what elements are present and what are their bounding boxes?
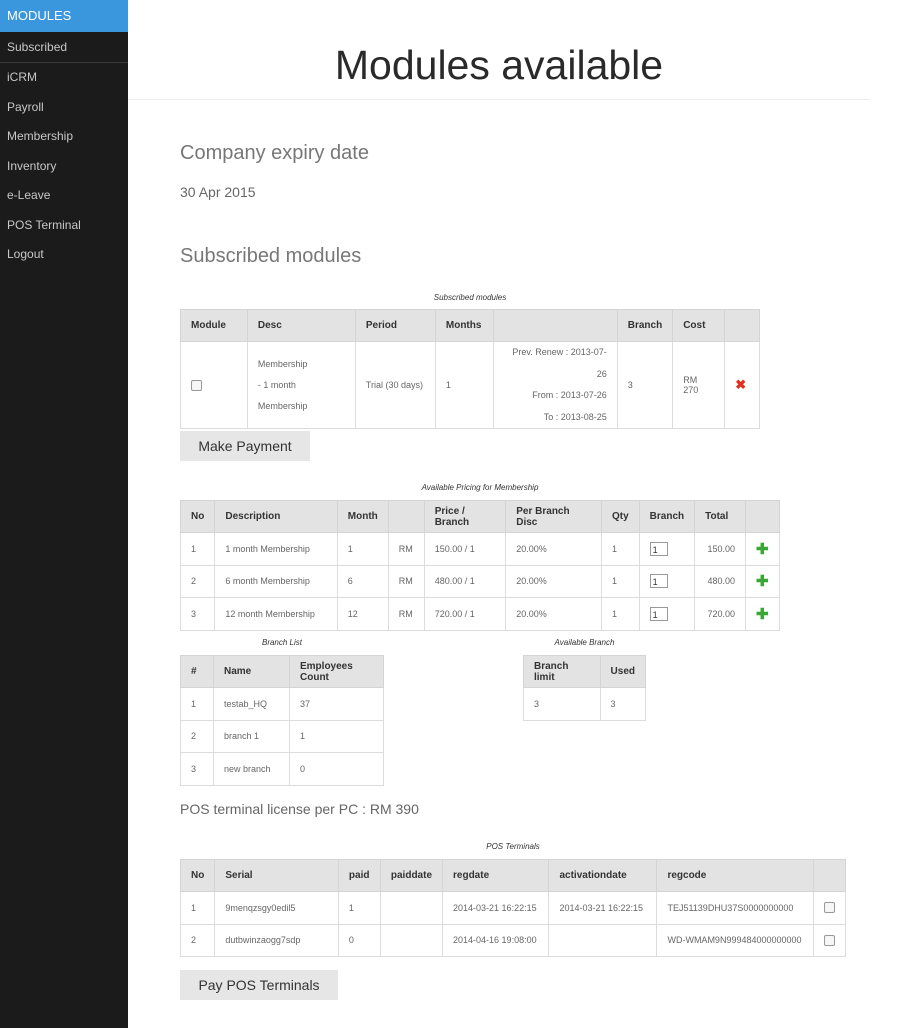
branch-used: 3: [600, 688, 645, 721]
branch-quantity-input[interactable]: 1: [650, 542, 668, 556]
pricing-currency: RM: [388, 598, 424, 631]
col-paid: paid: [338, 860, 380, 892]
col-branch-limit: Branch limit: [524, 656, 601, 688]
pay-pos-terminals-button[interactable]: Pay POS Terminals: [180, 970, 338, 1000]
title-divider: [128, 99, 870, 100]
sidebar-item-icrm[interactable]: iCRM: [7, 70, 37, 84]
plus-icon[interactable]: ✚: [755, 573, 769, 591]
col-branch: Branch: [639, 501, 694, 533]
col-description: Description: [215, 501, 337, 533]
cost-cell: RM 270: [673, 342, 725, 429]
pricing-branch-cell: [639, 533, 694, 566]
branch-list-table: [180, 655, 384, 786]
pricing-month: 1: [337, 533, 388, 566]
pricing-qty: 1: [602, 565, 640, 598]
pos-paid: 0: [338, 924, 380, 957]
col-desc: Desc: [247, 310, 355, 342]
pricing-branch-cell: [639, 565, 694, 598]
main-content: [128, 0, 900, 1028]
pricing-total: 720.00: [695, 598, 746, 631]
col-no: No: [181, 860, 215, 892]
branch-quantity-input[interactable]: 1: [650, 574, 668, 588]
module-checkbox[interactable]: [191, 380, 202, 391]
pricing-description: 1 month Membership: [215, 533, 337, 566]
plus-icon[interactable]: ✚: [755, 605, 769, 623]
period-cell: Trial (30 days): [355, 342, 435, 429]
pricing-add-cell: [745, 598, 779, 631]
branch-no: 2: [181, 720, 214, 753]
available-branch-caption: Available Branch: [554, 638, 615, 647]
sidebar-item-payroll[interactable]: Payroll: [7, 99, 44, 114]
table-row: [181, 892, 846, 925]
sidebar-item-pos-terminal[interactable]: POS Terminal: [7, 217, 81, 232]
expiry-heading: Company expiry date: [180, 142, 369, 164]
branch-count: 0: [290, 753, 384, 786]
pos-terminals-caption: POS Terminals: [486, 842, 540, 851]
col-remove: [725, 310, 760, 342]
col-month: Month: [337, 501, 388, 533]
col-dates: [493, 310, 617, 342]
table-row: [181, 924, 846, 957]
branch-cell: 3: [617, 342, 672, 429]
subscribed-table-caption: Subscribed modules: [433, 293, 507, 302]
make-payment-button[interactable]: Make Payment: [180, 431, 310, 461]
module-cell: [181, 342, 248, 429]
pricing-add-cell: [745, 565, 779, 598]
pos-license-text: POS terminal license per PC : RM 390: [180, 801, 419, 817]
page-title: Modules available: [334, 42, 664, 88]
branch-name: branch 1: [214, 720, 290, 753]
available-branch-table: [523, 655, 646, 721]
pos-serial: 9menqzsgy0edil5: [215, 892, 339, 925]
sidebar-item-eleave[interactable]: e-Leave: [7, 188, 51, 202]
dates-cell: [493, 342, 617, 429]
col-period: Period: [355, 310, 435, 342]
pos-paiddate: [380, 892, 442, 925]
branch-name: testab_HQ: [214, 688, 290, 721]
branch-limit: 3: [524, 688, 601, 721]
table-row: [181, 565, 780, 598]
pos-regcode: WD-WMAM9N999484000000000: [657, 924, 814, 957]
pricing-no: 1: [181, 533, 215, 566]
pricing-month: 6: [337, 565, 388, 598]
sidebar: [0, 0, 128, 1028]
pricing-qty: 1: [602, 598, 640, 631]
branch-no: 1: [181, 688, 214, 721]
col-total: Total: [695, 501, 746, 533]
pos-select-checkbox[interactable]: [824, 935, 835, 946]
pricing-table: [180, 500, 780, 631]
close-icon[interactable]: ✖: [735, 377, 747, 392]
pos-select-checkbox[interactable]: [824, 902, 835, 913]
col-currency: [388, 501, 424, 533]
pricing-description: 12 month Membership: [215, 598, 337, 631]
branch-quantity-input[interactable]: 1: [650, 607, 668, 621]
subscribed-heading: Subscribed modules: [180, 245, 362, 267]
pos-no: 1: [181, 892, 215, 925]
pricing-price: 150.00 / 1: [424, 533, 506, 566]
desc-cell: [247, 342, 355, 429]
desc-line-2: - 1 month Membership: [257, 379, 308, 411]
pricing-branch-cell: [639, 598, 694, 631]
col-used: Used: [600, 656, 645, 688]
pos-paid: 1: [338, 892, 380, 925]
branch-count: 37: [290, 688, 384, 721]
table-row: [181, 342, 760, 429]
col-hash: #: [181, 656, 214, 688]
branch-no: 3: [181, 753, 214, 786]
col-select: [813, 860, 845, 892]
pricing-month: 12: [337, 598, 388, 631]
col-module: Module: [181, 310, 248, 342]
branch-list-caption: Branch List: [261, 638, 303, 647]
pos-activationdate: [549, 924, 657, 957]
remove-cell: [725, 342, 760, 429]
pos-paiddate: [380, 924, 442, 957]
prev-renew: Prev. Renew : 2013-07-26: [512, 347, 607, 379]
branch-name: new branch: [214, 753, 290, 786]
pos-no: 2: [181, 924, 215, 957]
expiry-date: 30 Apr 2015: [180, 184, 256, 200]
table-row: [181, 533, 780, 566]
pricing-table-caption: Available Pricing for Membership: [421, 483, 539, 492]
col-disc: Per Branch Disc: [506, 501, 602, 533]
branch-count: 1: [290, 720, 384, 753]
table-row: [181, 720, 384, 753]
pos-terminals-table: [180, 859, 846, 957]
col-employees-count: Employees Count: [290, 656, 384, 688]
sidebar-brand[interactable]: MODULES: [0, 0, 128, 32]
col-activationdate: activationdate: [549, 860, 657, 892]
col-regdate: regdate: [443, 860, 549, 892]
pricing-total: 480.00: [695, 565, 746, 598]
col-qty: Qty: [602, 501, 640, 533]
from-date: From : 2013-07-26: [532, 390, 607, 400]
pos-regdate: 2014-03-21 16:22:15: [443, 892, 549, 925]
table-row: [181, 688, 384, 721]
subscribed-table: [180, 309, 760, 429]
sidebar-item-membership[interactable]: Membership: [7, 129, 74, 143]
pricing-no: 2: [181, 565, 215, 598]
pricing-disc: 20.00%: [506, 598, 602, 631]
col-paiddate: paiddate: [380, 860, 442, 892]
pricing-description: 6 month Membership: [215, 565, 337, 598]
sidebar-item-logout[interactable]: Logout: [7, 247, 44, 261]
months-cell: 1: [435, 342, 493, 429]
pricing-price: 720.00 / 1: [424, 598, 506, 631]
table-row: [524, 688, 646, 721]
pricing-total: 150.00: [695, 533, 746, 566]
pos-regcode: TEJ51139DHU37S0000000000: [657, 892, 814, 925]
pricing-price: 480.00 / 1: [424, 565, 506, 598]
desc-line-1: Membership: [257, 358, 308, 369]
pricing-currency: RM: [388, 533, 424, 566]
col-no: No: [181, 501, 215, 533]
pricing-disc: 20.00%: [506, 533, 602, 566]
pricing-no: 3: [181, 598, 215, 631]
pricing-currency: RM: [388, 565, 424, 598]
col-months: Months: [435, 310, 493, 342]
pos-select-cell: [813, 924, 845, 957]
pricing-qty: 1: [602, 533, 640, 566]
col-branch: Branch: [617, 310, 672, 342]
table-row: [181, 753, 384, 786]
col-cost: Cost: [673, 310, 725, 342]
col-serial: Serial: [215, 860, 339, 892]
pos-serial: dutbwinzaogg7sdp: [215, 924, 339, 957]
pos-select-cell: [813, 892, 845, 925]
table-row: [181, 598, 780, 631]
col-price: Price / Branch: [424, 501, 506, 533]
col-add: [745, 501, 779, 533]
col-regcode: regcode: [657, 860, 814, 892]
sidebar-item-inventory[interactable]: Inventory: [7, 158, 57, 173]
pos-regdate: 2014-04-16 19:08:00: [443, 924, 549, 957]
to-date: To : 2013-08-25: [543, 411, 607, 422]
pricing-disc: 20.00%: [506, 565, 602, 598]
pricing-add-cell: [745, 533, 779, 566]
col-name: Name: [214, 656, 290, 688]
pos-activationdate: 2014-03-21 16:22:15: [549, 892, 657, 925]
sidebar-item-subscribed[interactable]: Subscribed: [0, 32, 128, 63]
plus-icon[interactable]: ✚: [755, 540, 769, 558]
